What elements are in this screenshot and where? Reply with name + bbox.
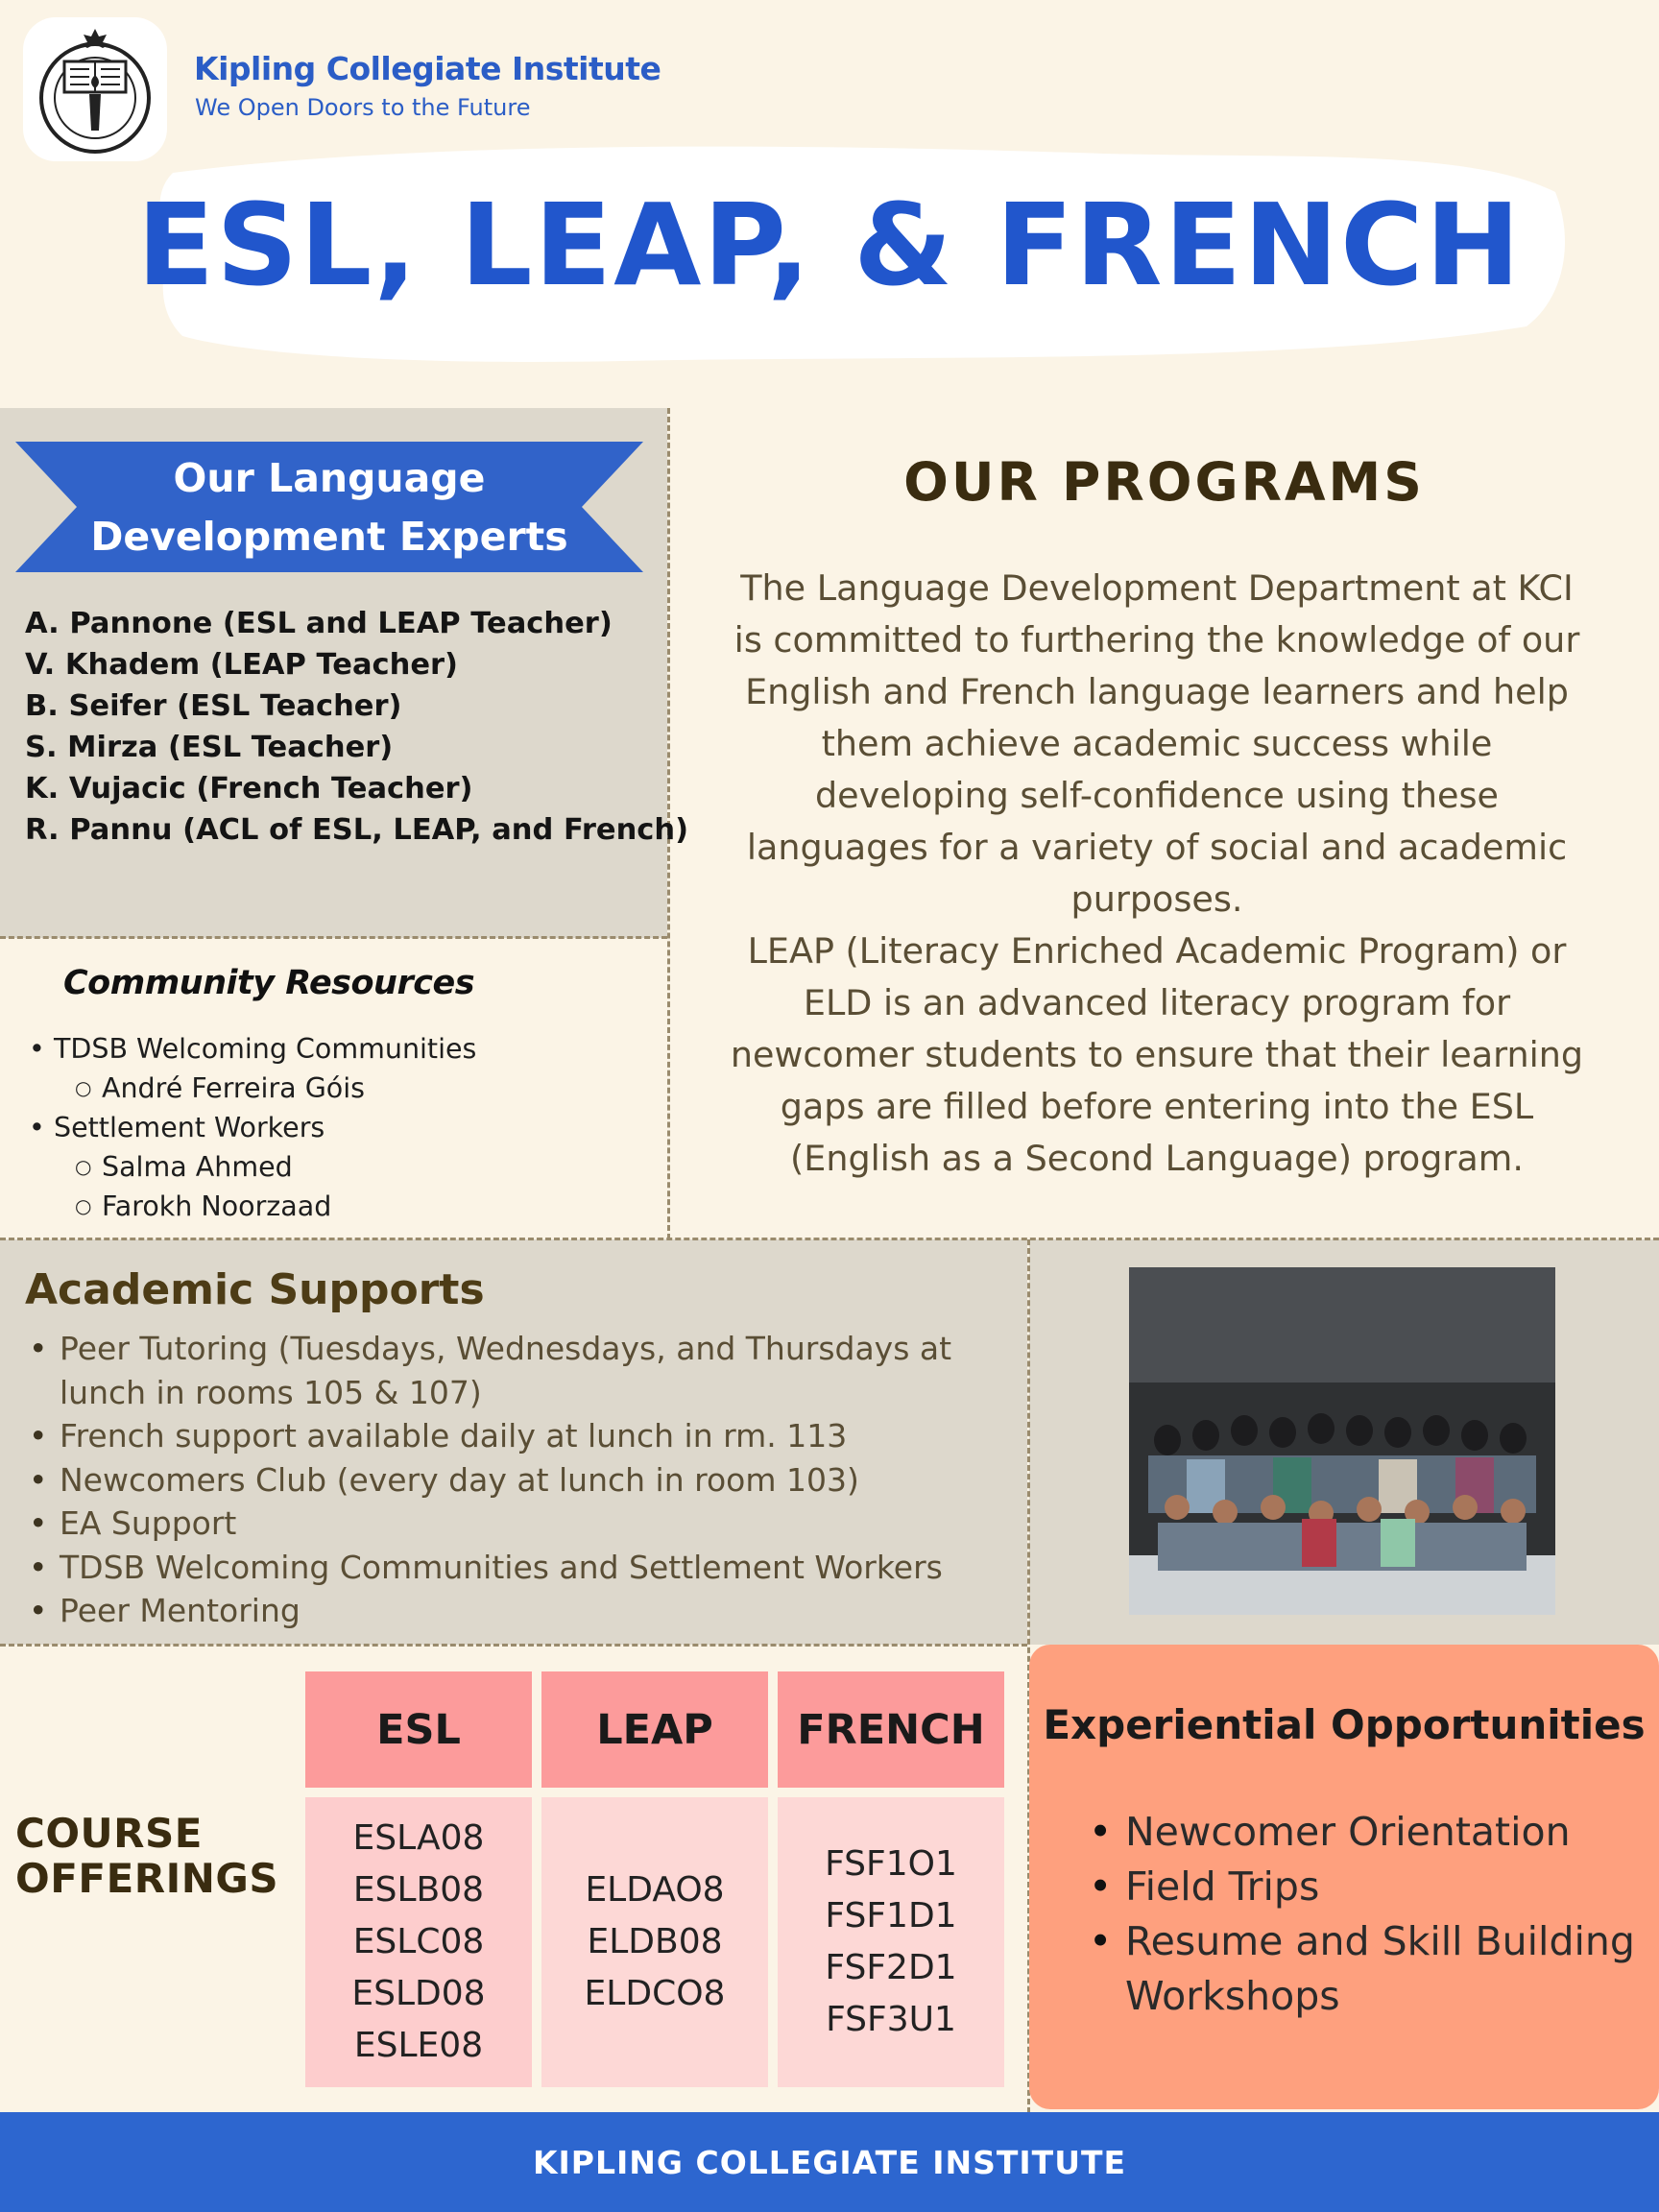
experiential-item: • Resume and Skill Building Workshops <box>1089 1914 1646 2024</box>
course-code: ESLE08 <box>353 2026 484 2065</box>
experts-heading: Our Language Development Experts <box>90 455 568 560</box>
course-code: ESLB08 <box>352 1870 485 1910</box>
community-subitem: ○ Farokh Noorzaad <box>25 1187 476 1226</box>
support-item: • French support available daily at lunch in rm. 113 <box>29 1414 1008 1458</box>
course-code: ELDAO8 <box>585 1870 725 1910</box>
community-item: • Settlement Workers <box>25 1108 476 1147</box>
support-item: • Newcomers Club (every day at lunch in room 103) <box>29 1458 1008 1503</box>
school-name: Kipling Collegiate Institute <box>194 50 661 87</box>
staff-item: S. Mirza (ESL Teacher) <box>25 731 394 764</box>
support-item: • TDSB Welcoming Communities and Settlement Workers <box>29 1546 1008 1590</box>
experiential-item: • Newcomer Orientation <box>1089 1805 1646 1860</box>
course-code: ELDB08 <box>587 1922 723 1961</box>
column-header-french: FRENCH <box>778 1671 1004 1788</box>
experiential-title: Experiential Opportunities <box>1043 1701 1646 1748</box>
supports-list <box>29 1327 1008 1633</box>
divider <box>0 1238 1659 1240</box>
course-code: ESLA08 <box>352 1818 485 1858</box>
community-subitem: ○ Salma Ahmed <box>25 1147 476 1187</box>
course-list-leap <box>541 1797 768 2087</box>
programs-description: The Language Development Department at KCI is committed to furthering the knowledge of our English and French language learners and help them achieve academic success while developing self-confidence using these languages for a variety of social and academic purposes. LEAP (Literacy Enriched Academic Program) or ELD is an advanced literacy program for newcomer students to ensure that their learning gaps are filled before entering into the ESL (English as a Second Language) program. <box>730 567 1584 1179</box>
experiential-list <box>1089 1805 1646 2024</box>
course-code: FSF1D1 <box>825 1896 957 1936</box>
staff-item: K. Vujacic (French Teacher) <box>25 772 473 805</box>
divider <box>0 1644 1027 1647</box>
community-list <box>25 1029 476 1226</box>
column-header-esl: ESL <box>305 1671 532 1788</box>
course-code: ELDCO8 <box>584 1974 726 2013</box>
crest-icon <box>36 25 155 156</box>
page-title: ESL, LEAP, & FRENCH <box>136 179 1523 311</box>
divider <box>0 936 667 939</box>
staff-item: B. Seifer (ESL Teacher) <box>25 689 402 723</box>
programs-title: OUR PROGRAMS <box>903 451 1425 513</box>
course-list-french <box>778 1797 1004 2087</box>
staff-item: R. Pannu (ACL of ESL, LEAP, and French) <box>25 813 689 847</box>
course-offerings-title: COURSE OFFERINGS <box>15 1810 279 1902</box>
support-item: • Peer Mentoring <box>29 1589 1008 1633</box>
course-code: ESLD08 <box>351 1974 486 2013</box>
course-code: FSF1O1 <box>825 1844 957 1884</box>
course-code: FSF2D1 <box>825 1948 957 1987</box>
course-code: FSF3U1 <box>826 2000 956 2039</box>
course-code: ESLC08 <box>352 1922 485 1961</box>
community-heading: Community Resources <box>63 964 475 1002</box>
staff-list <box>25 603 688 851</box>
support-item: • EA Support <box>29 1502 1008 1546</box>
footer-bar: KIPLING COLLEGIATE INSTITUTE <box>0 2112 1659 2212</box>
column-header-leap: LEAP <box>541 1671 768 1788</box>
school-motto: We Open Doors to the Future <box>195 94 531 121</box>
staff-item: V. Khadem (LEAP Teacher) <box>25 648 458 682</box>
community-subitem: ○ André Ferreira Góis <box>25 1069 476 1108</box>
community-item: • TDSB Welcoming Communities <box>25 1029 476 1069</box>
group-photo <box>1129 1267 1555 1615</box>
staff-item: A. Pannone (ESL and LEAP Teacher) <box>25 607 613 640</box>
course-list-esl <box>305 1797 532 2087</box>
experiential-item: • Field Trips <box>1089 1860 1646 1914</box>
support-item: • Peer Tutoring (Tuesdays, Wednesdays, and Thursdays at lunch in rooms 105 & 107) <box>29 1327 1008 1414</box>
supports-heading: Academic Supports <box>25 1265 485 1314</box>
